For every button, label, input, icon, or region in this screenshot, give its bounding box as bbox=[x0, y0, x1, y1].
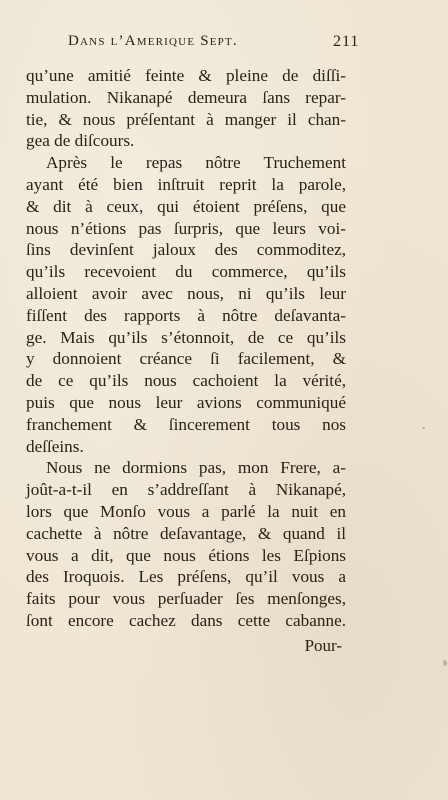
text-line: mulation. Nikanapé demeura ſans repar- bbox=[26, 87, 346, 107]
text-line: y donnoient créance ſi facilement, & bbox=[26, 349, 346, 369]
text-line: qu’une amitié feinte & pleine de diſſi- bbox=[26, 66, 346, 85]
text-line: de ce qu’ils nous cachoient la vérité, bbox=[26, 371, 346, 391]
text-line: fiſſent des rapports à nôtre deſavanta- bbox=[26, 305, 346, 325]
running-head: Dans l’Amerique Sept. bbox=[68, 33, 238, 49]
text-line: vous a dit, que nous étions les Eſpions bbox=[26, 545, 346, 565]
text-line: ge. Mais qu’ils s’étonnoit, de ce qu’ils bbox=[26, 327, 346, 347]
text-line: deſſeins. bbox=[26, 436, 84, 456]
page-number: 211 bbox=[333, 33, 360, 50]
text-line: ayant été bien inſtruit reprit la parole, bbox=[26, 174, 346, 194]
text-line: tie, & nous préſentant à manger il chan- bbox=[26, 109, 346, 129]
foxing-spot bbox=[422, 427, 425, 429]
text-line: faits pour vous perſuader ſes menſonges, bbox=[26, 589, 346, 609]
body-text bbox=[26, 65, 346, 632]
text-line: & dit à ceux, qui étoient préſens, que bbox=[26, 196, 346, 216]
text-line: des Iroquois. Les préſens, qu’il vous a bbox=[26, 567, 346, 587]
text-line: puis que nous leur avions communiqué bbox=[26, 392, 346, 412]
text-line: ſont encore cachez dans cette cabanne. bbox=[26, 610, 346, 630]
text-line: alloient avoir avec nous, ni qu’ils leur bbox=[26, 283, 346, 303]
text-line: gea de diſcours. bbox=[26, 131, 135, 151]
text-line: lors que Monſo vous a parlé la nuit en bbox=[26, 501, 346, 521]
text-line: qu’ils recevoient du commerce, qu’ils bbox=[26, 262, 346, 282]
text-line: Nous ne dormions pas, mon Frere, a- bbox=[46, 458, 346, 478]
text-line: ſins devinſent jaloux des commoditez, bbox=[26, 240, 346, 260]
text-line: Après le repas nôtre Truchement bbox=[46, 153, 346, 173]
foxing-spot bbox=[443, 660, 447, 666]
catchword: Pour- bbox=[304, 636, 342, 655]
text-line: cachette à nôtre deſavantage, & quand il bbox=[26, 523, 346, 543]
text-line: nous n’étions pas ſurpris, que leurs voi- bbox=[26, 218, 346, 238]
text-line: franchement & ſincerement tous nos bbox=[26, 414, 346, 434]
text-line: joût-a-t-il en s’addreſſant à Nikanapé, bbox=[26, 480, 346, 500]
